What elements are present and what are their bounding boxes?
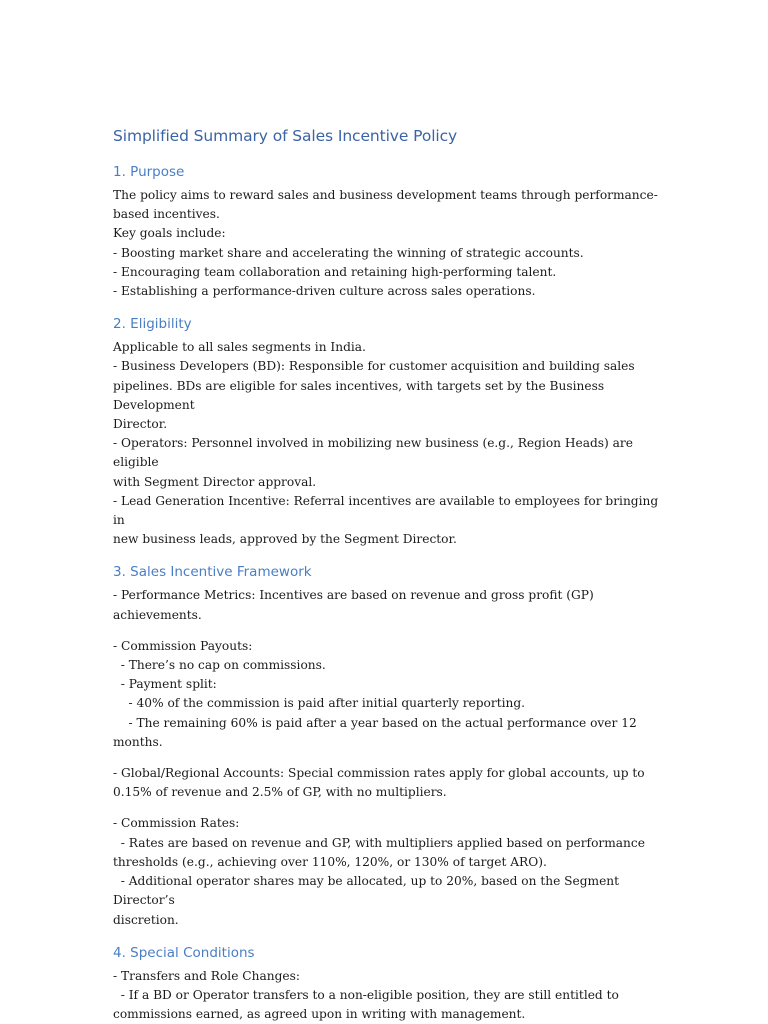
section-paragraph: - Commission Payouts: - There’s no cap on commissions. - Payment split: - 40% of the commission is paid after initial quarterly reporting. - The remaining 60% is paid after a year based on the actual performance over 12 months. — [113, 638, 637, 749]
section-paragraph: - Performance Metrics: Incentives are based on revenue and gross profit (GP) achievements. — [113, 588, 598, 622]
section-special-conditions — [113, 943, 673, 1024]
section-paragraph: - Commission Rates: - Rates are based on revenue and GP, with multipliers applied based on performance thresholds (e.g., achieving over 110%, 120%, or 130% of target ARO). - Additional operator shares may be allocated, up to 20%, based on the Segment Director’s discretion. — [113, 816, 645, 927]
document-title: Simplified Summary of Sales Incentive Policy — [113, 127, 458, 145]
section-paragraph: Applicable to all sales segments in India. - Business Developers (BD): Responsible for customer acquisition and building sales pipelines. BDs are eligible for sales incentives, with targets set by the Business Development Director. - Operators: Personnel involved in mobilizing new business (e.g., Region Heads) are eligible with Segment Director approval. - Lead Generation Incentive: Referral incentives are available to employees for bringing in new business leads, approved by the Segment Director. — [113, 340, 659, 547]
section-eligibility — [113, 314, 673, 549]
section-paragraph: - Transfers and Role Changes: - If a BD or Operator transfers to a non-eligible position, they are still entitled to commissions earned, as agreed upon in writing with management. — [113, 968, 619, 1022]
section-paragraph: - Global/Regional Accounts: Special commission rates apply for global accounts, up to 0.15% of revenue and 2.5% of GP, with no multipliers. — [113, 766, 645, 800]
section-heading: 1. Purpose — [113, 164, 185, 180]
document-page — [113, 124, 673, 1024]
section-purpose — [113, 162, 673, 301]
section-heading: 3. Sales Incentive Framework — [113, 564, 312, 581]
section-sales-incentive-framework — [113, 562, 673, 929]
section-heading: 4. Special Conditions — [113, 944, 255, 961]
section-heading: 2. Eligibility — [113, 316, 192, 333]
section-paragraph: The policy aims to reward sales and business development teams through performance- based incentives. Key goals include: - Boosting market share and accelerating the winning of strategic accounts. - Encouraging team collaboration and retaining high-performing talent. - Establishing a performance-driven culture across sales operations. — [113, 188, 658, 299]
